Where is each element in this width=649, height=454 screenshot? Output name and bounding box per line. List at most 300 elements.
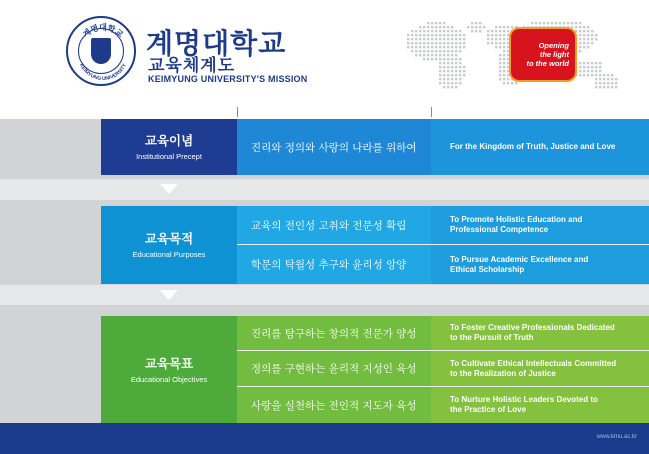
map-dot [451, 70, 453, 72]
map-dot [439, 70, 441, 72]
map-dot [419, 42, 421, 44]
map-dot [439, 74, 441, 76]
map-dot [459, 58, 461, 60]
column-tick [431, 107, 432, 117]
map-dot [443, 46, 445, 48]
precept-item-ko: 진리와 정의와 사랑의 나라를 위하여 [237, 119, 431, 175]
map-dot [435, 22, 437, 24]
map-dot [475, 26, 477, 28]
map-dot [463, 74, 465, 76]
map-dot [447, 74, 449, 76]
map-dot [607, 74, 609, 76]
map-dot [499, 74, 501, 76]
map-dot [503, 58, 505, 60]
map-dot [611, 86, 613, 88]
map-dot [415, 54, 417, 56]
map-dot [435, 50, 437, 52]
down-arrow-icon [160, 290, 178, 300]
map-dot [595, 82, 597, 84]
purposes-item-1-en [431, 206, 649, 244]
map-dot [503, 62, 505, 64]
down-arrow-icon [160, 184, 178, 194]
map-dot [459, 70, 461, 72]
map-dot [579, 50, 581, 52]
map-dot [499, 46, 501, 48]
map-dot [599, 86, 601, 88]
slogan-badge [509, 27, 577, 82]
map-dot [443, 50, 445, 52]
map-dot [503, 70, 505, 72]
map-dot [499, 66, 501, 68]
map-dot [579, 62, 581, 64]
map-dot [443, 82, 445, 84]
map-dot [499, 78, 501, 80]
map-dot [427, 22, 429, 24]
map-dot [443, 66, 445, 68]
map-dot [427, 58, 429, 60]
purposes-item-2-en [431, 245, 649, 284]
map-dot [463, 34, 465, 36]
map-dot [503, 34, 505, 36]
map-dot [459, 78, 461, 80]
objectives-item-1-en-text: To Foster Creative Professionals Dedicated to the Pursuit of Truth [450, 323, 615, 342]
slogan-line-1: Opening [538, 41, 569, 50]
map-dot [451, 74, 453, 76]
map-dot [595, 70, 597, 72]
map-dot [407, 42, 409, 44]
map-dot [455, 34, 457, 36]
map-dot [599, 66, 601, 68]
purposes-item-2-en-text: To Pursue Academic Excellence and Ethical Scholarship [450, 254, 589, 274]
map-dot [611, 82, 613, 84]
map-dot [607, 86, 609, 88]
map-dot [439, 22, 441, 24]
map-dot [439, 46, 441, 48]
map-dot [419, 50, 421, 52]
map-dot [423, 58, 425, 60]
map-dot [451, 34, 453, 36]
map-dot [503, 42, 505, 44]
map-dot [439, 66, 441, 68]
map-dot [439, 58, 441, 60]
map-dot [471, 26, 473, 28]
map-dot [423, 38, 425, 40]
map-dot [559, 22, 561, 24]
objectives-item-2-en-text: To Cultivate Ethical Intellectuals Committed to the Realization of Justice [450, 358, 617, 378]
map-dot [603, 82, 605, 84]
map-dot [515, 82, 517, 84]
map-dot [575, 22, 577, 24]
map-dot [503, 30, 505, 32]
map-dot [459, 50, 461, 52]
precept-title-ko: 교육이념 [144, 133, 194, 148]
map-dot [579, 46, 581, 48]
map-dot [587, 26, 589, 28]
map-dot [463, 66, 465, 68]
map-dot [463, 38, 465, 40]
map-dot [463, 42, 465, 44]
map-dot [459, 42, 461, 44]
map-dot [443, 42, 445, 44]
svg-text:KEIMYUNG UNIVERSITY [78, 62, 128, 82]
seal-text-ko: 계명대학교 [81, 23, 125, 40]
map-dot [603, 86, 605, 88]
map-dot [435, 42, 437, 44]
map-dot [479, 22, 481, 24]
map-dot [451, 78, 453, 80]
map-dot [551, 22, 553, 24]
map-dot [411, 34, 413, 36]
map-dot [455, 62, 457, 64]
map-dot [475, 30, 477, 32]
map-dot [435, 46, 437, 48]
map-dot [411, 42, 413, 44]
map-dot [443, 62, 445, 64]
map-dot [455, 38, 457, 40]
map-dot [431, 30, 433, 32]
map-dot [495, 42, 497, 44]
map-dot [595, 74, 597, 76]
map-dot [491, 34, 493, 36]
map-dot [431, 54, 433, 56]
map-dot [447, 62, 449, 64]
map-dot [455, 50, 457, 52]
objectives-title-en: Educational Objectives [130, 374, 208, 384]
map-dot [415, 46, 417, 48]
map-dot [487, 30, 489, 32]
map-dot [503, 54, 505, 56]
map-dot [487, 34, 489, 36]
map-dot [427, 42, 429, 44]
map-dot [443, 38, 445, 40]
band-spacer [0, 179, 649, 200]
map-dot [407, 38, 409, 40]
map-dot [447, 70, 449, 72]
map-dot [439, 30, 441, 32]
map-dot [583, 46, 585, 48]
map-dot [607, 78, 609, 80]
map-dot [455, 42, 457, 44]
map-dot [455, 54, 457, 56]
map-dot [455, 78, 457, 80]
map-dot [591, 34, 593, 36]
map-dot [447, 50, 449, 52]
map-dot [539, 22, 541, 24]
map-dot [615, 78, 617, 80]
map-dot [491, 42, 493, 44]
map-dot [487, 42, 489, 44]
map-dot [595, 62, 597, 64]
map-dot [595, 78, 597, 80]
map-dot [583, 66, 585, 68]
map-dot [431, 34, 433, 36]
map-dot [587, 38, 589, 40]
map-dot [599, 78, 601, 80]
row-divider [237, 244, 649, 245]
map-dot [423, 34, 425, 36]
map-dot [451, 42, 453, 44]
map-dot [447, 66, 449, 68]
map-dot [439, 38, 441, 40]
map-dot [459, 34, 461, 36]
map-dot [419, 46, 421, 48]
map-dot [415, 50, 417, 52]
map-dot [495, 46, 497, 48]
map-dot [591, 70, 593, 72]
map-dot [427, 54, 429, 56]
map-dot [499, 42, 501, 44]
map-dot [439, 62, 441, 64]
purposes-title-en: Educational Purposes [132, 250, 206, 259]
map-dot [491, 30, 493, 32]
map-dot [447, 34, 449, 36]
map-dot [603, 74, 605, 76]
map-dot [455, 82, 457, 84]
map-dot [451, 82, 453, 84]
map-dot [459, 30, 461, 32]
map-dot [591, 66, 593, 68]
map-dot [431, 42, 433, 44]
map-dot [531, 22, 533, 24]
map-dot [443, 54, 445, 56]
slogan-line-3: to the world [526, 59, 569, 68]
map-dot [603, 78, 605, 80]
map-dot [579, 26, 581, 28]
map-dot [583, 38, 585, 40]
map-dot [503, 78, 505, 80]
map-dot [439, 50, 441, 52]
map-dot [495, 34, 497, 36]
map-dot [459, 62, 461, 64]
map-dot [595, 38, 597, 40]
map-dot [431, 50, 433, 52]
map-dot [451, 30, 453, 32]
map-dot [583, 74, 585, 76]
map-dot [435, 26, 437, 28]
map-dot [615, 86, 617, 88]
map-dot [491, 38, 493, 40]
map-dot [615, 82, 617, 84]
map-dot [443, 86, 445, 88]
map-dot [451, 54, 453, 56]
purposes-item-2-ko: 학문의 탁월성 추구와 윤리성 앙양 [237, 245, 431, 284]
map-dot [599, 74, 601, 76]
map-dot [427, 38, 429, 40]
map-dot [427, 34, 429, 36]
map-dot [535, 22, 537, 24]
map-dot [471, 22, 473, 24]
map-dot [447, 82, 449, 84]
map-dot [499, 38, 501, 40]
map-dot [579, 70, 581, 72]
map-dot [431, 22, 433, 24]
map-dot [583, 62, 585, 64]
map-dot [575, 26, 577, 28]
map-dot [435, 30, 437, 32]
map-dot [447, 46, 449, 48]
map-dot [419, 54, 421, 56]
map-dot [423, 46, 425, 48]
objectives-item-2-en [431, 351, 649, 386]
map-dot [579, 74, 581, 76]
map-dot [443, 26, 445, 28]
map-dot [411, 46, 413, 48]
map-dot [435, 38, 437, 40]
map-dot [479, 30, 481, 32]
svg-text:계명대학교 [81, 22, 125, 39]
map-dot [455, 30, 457, 32]
map-dot [427, 26, 429, 28]
purposes-title-ko: 교육목적 [144, 231, 194, 246]
map-dot [447, 78, 449, 80]
map-dot [419, 26, 421, 28]
objectives-item-3-ko: 사랑을 실천하는 전인적 지도자 육성 [237, 387, 431, 423]
map-dot [407, 46, 409, 48]
map-dot [451, 50, 453, 52]
objectives-item-2-ko: 정의를 구현하는 윤리적 지성인 육성 [237, 351, 431, 386]
map-dot [447, 30, 449, 32]
map-dot [555, 22, 557, 24]
map-dot [499, 26, 501, 28]
map-dot [563, 22, 565, 24]
map-dot [583, 42, 585, 44]
map-dot [431, 26, 433, 28]
map-dot [599, 62, 601, 64]
map-dot [431, 38, 433, 40]
map-dot [487, 38, 489, 40]
objectives-item-1-ko: 진리를 탐구하는 창의적 전문가 양성 [237, 316, 431, 350]
map-dot [459, 82, 461, 84]
column-tick [237, 107, 238, 117]
map-dot [483, 26, 485, 28]
map-dot [443, 34, 445, 36]
map-dot [583, 26, 585, 28]
map-dot [439, 42, 441, 44]
map-dot [419, 38, 421, 40]
map-dot [443, 30, 445, 32]
map-dot [495, 26, 497, 28]
footer-url: www.kmu.ac.kr [596, 434, 637, 440]
map-dot [547, 22, 549, 24]
map-dot [611, 78, 613, 80]
map-dot [415, 34, 417, 36]
map-dot [455, 70, 457, 72]
map-dot [607, 82, 609, 84]
map-dot [411, 30, 413, 32]
map-dot [451, 38, 453, 40]
map-dot [451, 58, 453, 60]
map-dot [595, 86, 597, 88]
map-dot [591, 30, 593, 32]
map-dot [463, 70, 465, 72]
map-dot [503, 46, 505, 48]
map-dot [583, 30, 585, 32]
map-dot [439, 78, 441, 80]
map-dot [447, 86, 449, 88]
map-dot [419, 30, 421, 32]
map-dot [599, 82, 601, 84]
objectives-title-cell [101, 316, 237, 423]
map-dot [447, 54, 449, 56]
map-dot [407, 34, 409, 36]
map-dot [595, 34, 597, 36]
map-dot [451, 86, 453, 88]
slogan-line-2: the light [539, 50, 569, 59]
map-dot [507, 26, 509, 28]
precept-item-en: For the Kingdom of Truth, Justice and Love [431, 119, 649, 175]
page-title: 교육체계도 [148, 56, 236, 76]
map-dot [579, 42, 581, 44]
map-dot [447, 38, 449, 40]
map-dot [503, 50, 505, 52]
university-name-ko: 계명대학교 [146, 27, 287, 60]
map-dot [447, 58, 449, 60]
map-dot [503, 74, 505, 76]
map-dot [579, 22, 581, 24]
map-dot [435, 58, 437, 60]
map-dot [499, 58, 501, 60]
map-dot [443, 58, 445, 60]
map-dot [435, 34, 437, 36]
university-seal [66, 16, 136, 86]
map-dot [499, 30, 501, 32]
map-dot [463, 46, 465, 48]
map-dot [439, 54, 441, 56]
objectives-item-1-en [431, 316, 649, 350]
map-dot [471, 30, 473, 32]
map-dot [475, 22, 477, 24]
precept-title-cell [101, 119, 237, 175]
map-dot [423, 26, 425, 28]
map-dot [507, 78, 509, 80]
map-dot [507, 82, 509, 84]
map-dot [591, 62, 593, 64]
map-dot [611, 74, 613, 76]
map-dot [459, 74, 461, 76]
row-divider [237, 386, 649, 387]
map-dot [439, 26, 441, 28]
objectives-item-3-en [431, 387, 649, 423]
map-dot [587, 30, 589, 32]
map-dot [455, 66, 457, 68]
seal-ring-text [68, 18, 138, 88]
map-dot [459, 38, 461, 40]
map-dot [415, 30, 417, 32]
footer-bar [0, 423, 649, 454]
map-dot [595, 66, 597, 68]
map-dot [427, 50, 429, 52]
map-dot [467, 26, 469, 28]
map-dot [567, 22, 569, 24]
map-dot [415, 42, 417, 44]
map-dot [587, 46, 589, 48]
objectives-title-ko: 교육목표 [144, 355, 194, 371]
map-dot [435, 54, 437, 56]
map-dot [495, 30, 497, 32]
map-dot [503, 38, 505, 40]
row-divider [237, 350, 649, 351]
map-dot [455, 58, 457, 60]
map-dot [499, 54, 501, 56]
map-dot [499, 70, 501, 72]
map-dot [415, 38, 417, 40]
purposes-item-1-ko: 교육의 전인성 고취와 전문성 확립 [237, 206, 431, 244]
map-dot [583, 70, 585, 72]
map-dot [423, 30, 425, 32]
map-dot [423, 42, 425, 44]
map-dot [591, 38, 593, 40]
map-dot [443, 70, 445, 72]
